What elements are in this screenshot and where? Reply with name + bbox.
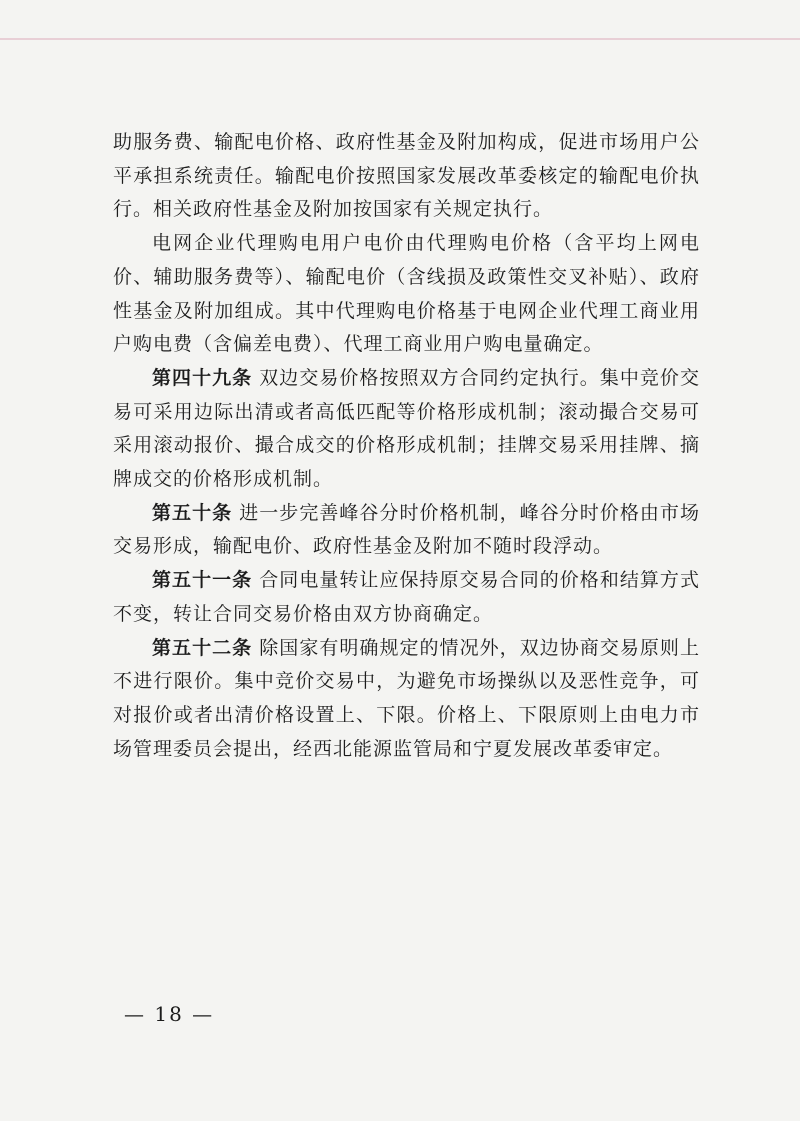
top-rule <box>0 38 800 40</box>
paragraph-agent-pricing <box>113 227 700 362</box>
article-number: 第四十九条 <box>152 366 253 389</box>
article-number: 第五十一条 <box>152 569 253 592</box>
paragraph-continuation <box>113 126 700 227</box>
article-number: 第五十二条 <box>152 636 253 659</box>
paragraph-text: 除国家有明确规定的情况外，双边协商交易原则上不进行限价。集中竞价交易中，为避免市场操纵以及恶性竞争，可对报价或者出清价格设置上、下限。价格上、下限原则上由电力市场管理委员会提出，经西北能源监管局和宁夏发展改革委审定。 <box>113 636 700 760</box>
article-51 <box>113 564 700 631</box>
paragraph-text: 双边交易价格按照双方合同约定执行。集中竞价交易可采用边际出清或者高低匹配等价格形成机制；滚动撮合交易可采用滚动报价、撮合成交的价格形成机制；挂牌交易采用挂牌、摘牌成交的价格形成机制。 <box>113 366 700 491</box>
paragraph-text: 进一步完善峰谷分时价格机制，峰谷分时价格由市场交易形成，输配电价、政府性基金及附加不随时段浮动。 <box>113 501 700 558</box>
article-52 <box>113 632 700 767</box>
page-number: — 18 — <box>124 1002 215 1026</box>
paragraph-text: 合同电量转让应保持原交易合同的价格和结算方式不变，转让合同交易价格由双方协商确定。 <box>113 569 700 625</box>
article-number: 第五十条 <box>152 501 233 524</box>
paragraph-text: 电网企业代理购电用户电价由代理购电价格（含平均上网电价、辅助服务费等）、输配电价（含线损及政策性交叉补贴）、政府性基金及附加组成。其中代理购电价格基于电网企业代理工商业用户购电费（含偏差电费）、代理工商业用户购电量确定。 <box>113 232 700 356</box>
paragraph-text: 助服务费、输配电价格、政府性基金及附加构成，促进市场用户公平承担系统责任。输配电价按照国家发展改革委核定的输配电价执行。相关政府性基金及附加按国家有关规定执行。 <box>113 131 700 221</box>
article-49 <box>113 362 700 497</box>
document-body <box>113 126 700 766</box>
article-50 <box>113 497 700 564</box>
